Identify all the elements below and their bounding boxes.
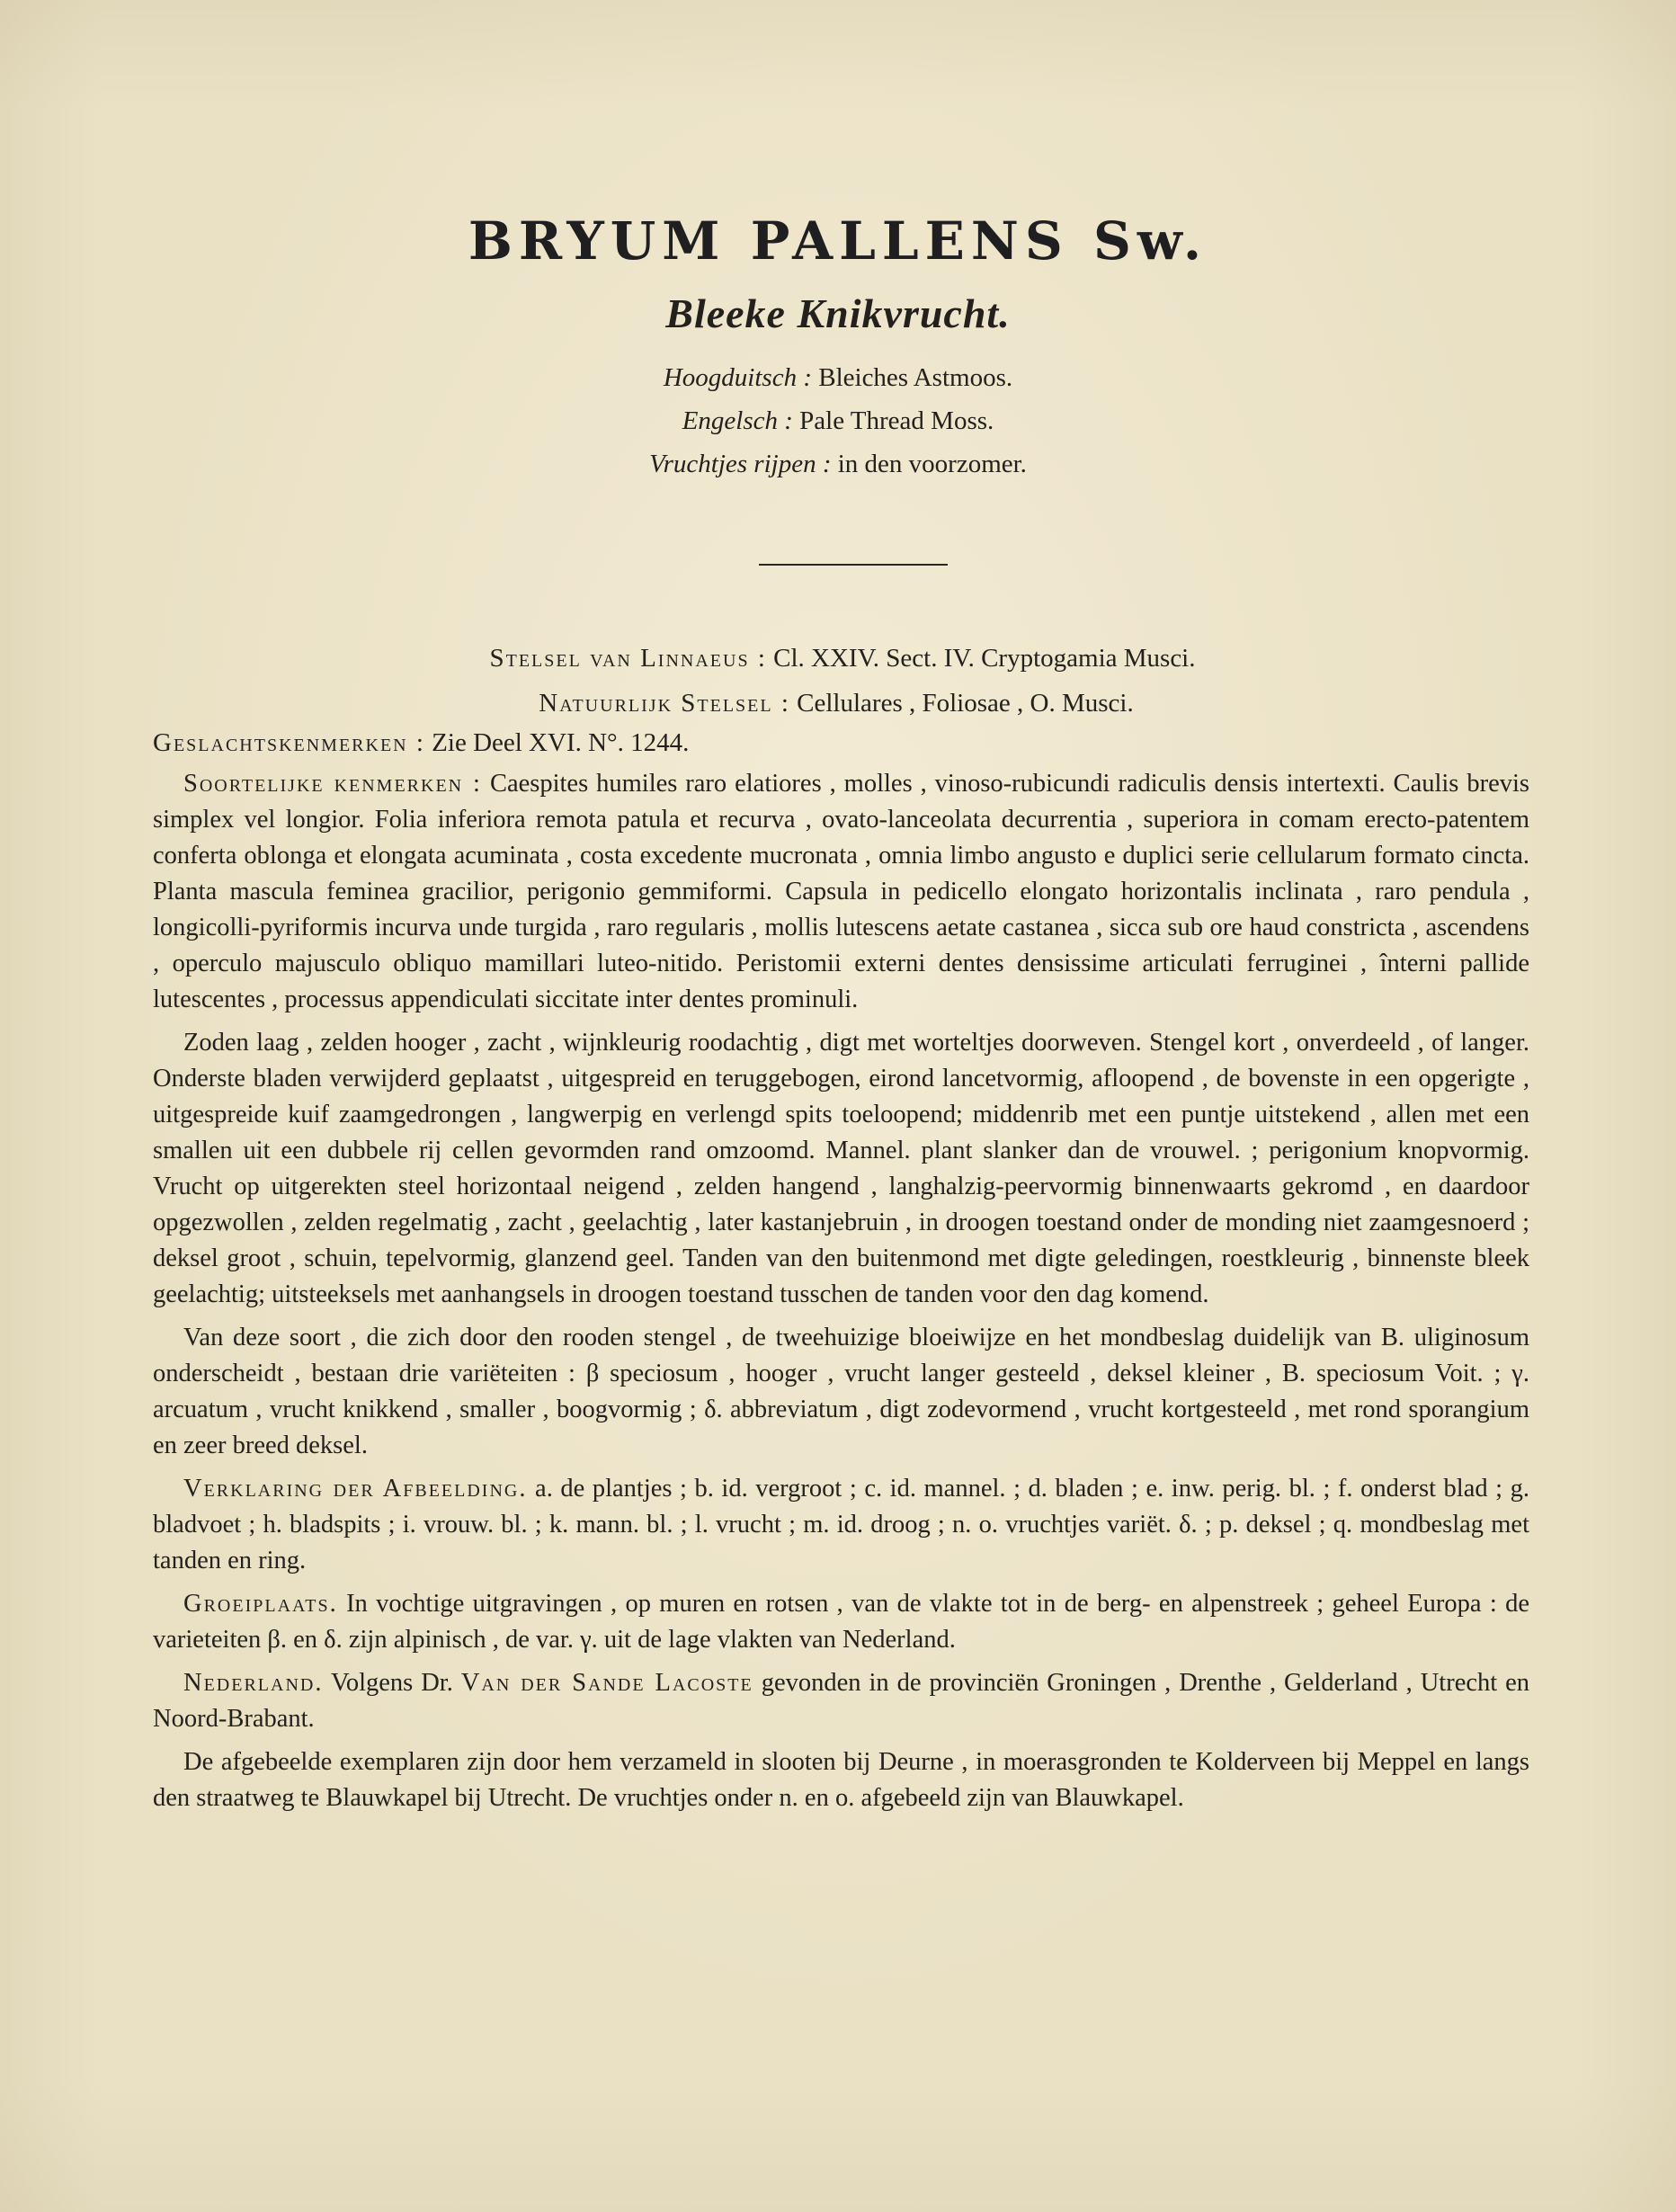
linnaeus-line <box>150 644 1535 673</box>
figures-label: Verklaring der Afbeelding. <box>183 1475 528 1503</box>
netherlands-paragraph <box>153 1665 1529 1737</box>
natural-system-line <box>144 689 1529 718</box>
english-name: Pale Thread Moss. <box>799 406 994 435</box>
common-names-block <box>0 356 1676 486</box>
figures-paragraph <box>153 1471 1529 1579</box>
ripening-label: Vruchtjes rijpen : <box>649 450 832 478</box>
figures-text: a. de plantjes ; b. id. vergroot ; c. id. mannel. ; d. bladen ; e. inw. perig. bl. ; f. onderst blad ; g. bladvoet ; h. bladspits ; i. vrouw. bl. ; k. mann. bl. ; l. vrucht ; m. id. droog ; n. o. vruchtjes variët. δ. ; p. deksel ; q. mondbeslag met tanden en ring. <box>153 1475 1530 1574</box>
habitat-label: Groeiplaats. <box>183 1590 338 1618</box>
german-label: Hoogduitsch : <box>663 363 812 392</box>
natural-system-label: Natuurlijk Stelsel : <box>539 689 790 718</box>
species-label: Soortelijke kenmerken : <box>183 770 482 798</box>
page-title: BRYUM PALLENS Sw. <box>468 210 1208 272</box>
german-name-line <box>0 356 1676 399</box>
habitat-paragraph <box>153 1586 1529 1658</box>
natural-system-value: Cellulares , Foliosae , O. Musci. <box>797 689 1134 718</box>
genus-value: Zie Deel XVI. N°. 1244. <box>432 728 690 757</box>
ripening-value: in den voorzomer. <box>837 450 1027 478</box>
separator-rule <box>759 564 948 566</box>
genus-line <box>153 728 1538 758</box>
remarks-paragraph: Van deze soort , die zich door den rooden stengel , de tweehuizige bloeiwijze en het mondbeslag duidelijk van B. uliginosum onderscheidt , bestaan drie variëteiten : β speciosum , hooger , vrucht langer gesteeld , deksel kleiner , B. speciosum Voit. ; γ. arcuatum , vrucht knikkend , smaller , boogvormig ; δ. abbreviatum , digt zodevormend , vrucht kortgesteeld , met rond sporangium en zeer breed deksel. <box>153 1324 1529 1459</box>
description-body <box>153 766 1529 1824</box>
closing-paragraph: De afgebeelde exemplaren zijn door hem verzameld in slooten bij Deurne , in moerasgronden te Kolderveen bij Meppel en langs den straatweg te Blauwkapel bij Utrecht. De vruchtjes onder n. en o. afgebeeld zijn van Blauwkapel. <box>153 1748 1529 1812</box>
netherlands-text-1: Volgens Dr. <box>330 1669 453 1697</box>
ripening-line <box>0 442 1676 486</box>
english-name-line <box>0 399 1676 442</box>
netherlands-label: Nederland. <box>183 1669 324 1697</box>
english-label: Engelsch : <box>682 406 793 435</box>
linnaeus-value: Cl. XXIV. Sect. IV. Cryptogamia Musci. <box>773 644 1196 673</box>
german-name: Bleiches Astmoos. <box>818 363 1013 392</box>
species-dutch-paragraph: Zoden laag , zelden hooger , zacht , wijnkleurig roodachtig , digt met worteltjes doorweven. Stengel kort , onverdeeld , of langer. Onderste bladen verwijderd geplaatst , uitgespreid en teruggebogen, eirond lancetvormig, afloopend , de bovenste in een opgerigte , uitgespreide kuif zaamgedrongen , langwerpig en verlengd spits toeloopend; middenrib met een puntje uitstekend , allen met een smallen uit een dubbele rij cellen gevormden rand omzoomd. Mannel. plant slanker dan de vrouwel. ; perigonium knopvormig. Vrucht op uitgerekten steel horizontaal neigend , zelden hangend , langhalzig-peervormig binnenwaarts gekromd , en daardoor opgezwollen , zelden regelmatig , zacht , geelachtig , later kastanjebruin , in droogen toestand onder de monding niet zaamgesnoerd ; deksel groot , schuin, tepelvormig, glanzend geel. Tanden van den buitenmond met digte geledingen, roestkleurig , binnenste bleek geelachtig; uitsteeksels met aanhangsels in droogen toestand tusschen de tanden voor den dag komend. <box>153 1029 1529 1308</box>
linnaeus-label: Stelsel van Linnaeus : <box>489 644 767 673</box>
species-latin-paragraph <box>153 766 1529 1018</box>
collector-name: Van der Sande Lacoste <box>460 1669 753 1697</box>
genus-label: Geslachtskenmerken : <box>153 728 425 757</box>
netherlands-text-2: gevonden in de provinciën Groningen , Drenthe , Gelderland , Utrecht en Noord-Brabant. <box>153 1669 1530 1733</box>
dutch-common-name: Bleeke Knikvrucht. <box>665 290 1011 336</box>
species-latin-text: Caespites humiles raro elatiores , molles , vinoso-rubicundi radiculis densis intertexti. Caulis brevis simplex vel longior. Folia inferiora remota patula et recurva , ovato-lanceolata decurrentia , superiora in comam erecto-patentem conferta oblonga et elongata acuminata , costa excedente mucronata , omnia limbo angusto e duplici serie cellularum formato cincta. Planta mascula feminea gracilior, perigonio gemmiformi. Capsula in pedicello elongato horizontalis inclinata , raro pendula , longicolli-pyriformis incurva unde turgida , raro regularis , mollis lutescens aetate castanea , sicca sub ore haud constricta , ascendens , operculo majusculo obliquo mamillari luteo-nitido. Peristomii externi dentes densissime articulati ferruginei , înterni pallide lutescentes , processus appendiculati siccitate inter dentes prominuli. <box>153 770 1529 1013</box>
habitat-text: In vochtige uitgravingen , op muren en rotsen , van de vlakte tot in de berg- en alpenstreek ; geheel Europa : de varieteiten β. en δ. zijn alpinisch , de var. γ. uit de lage vlakten van Nederland. <box>153 1590 1529 1654</box>
